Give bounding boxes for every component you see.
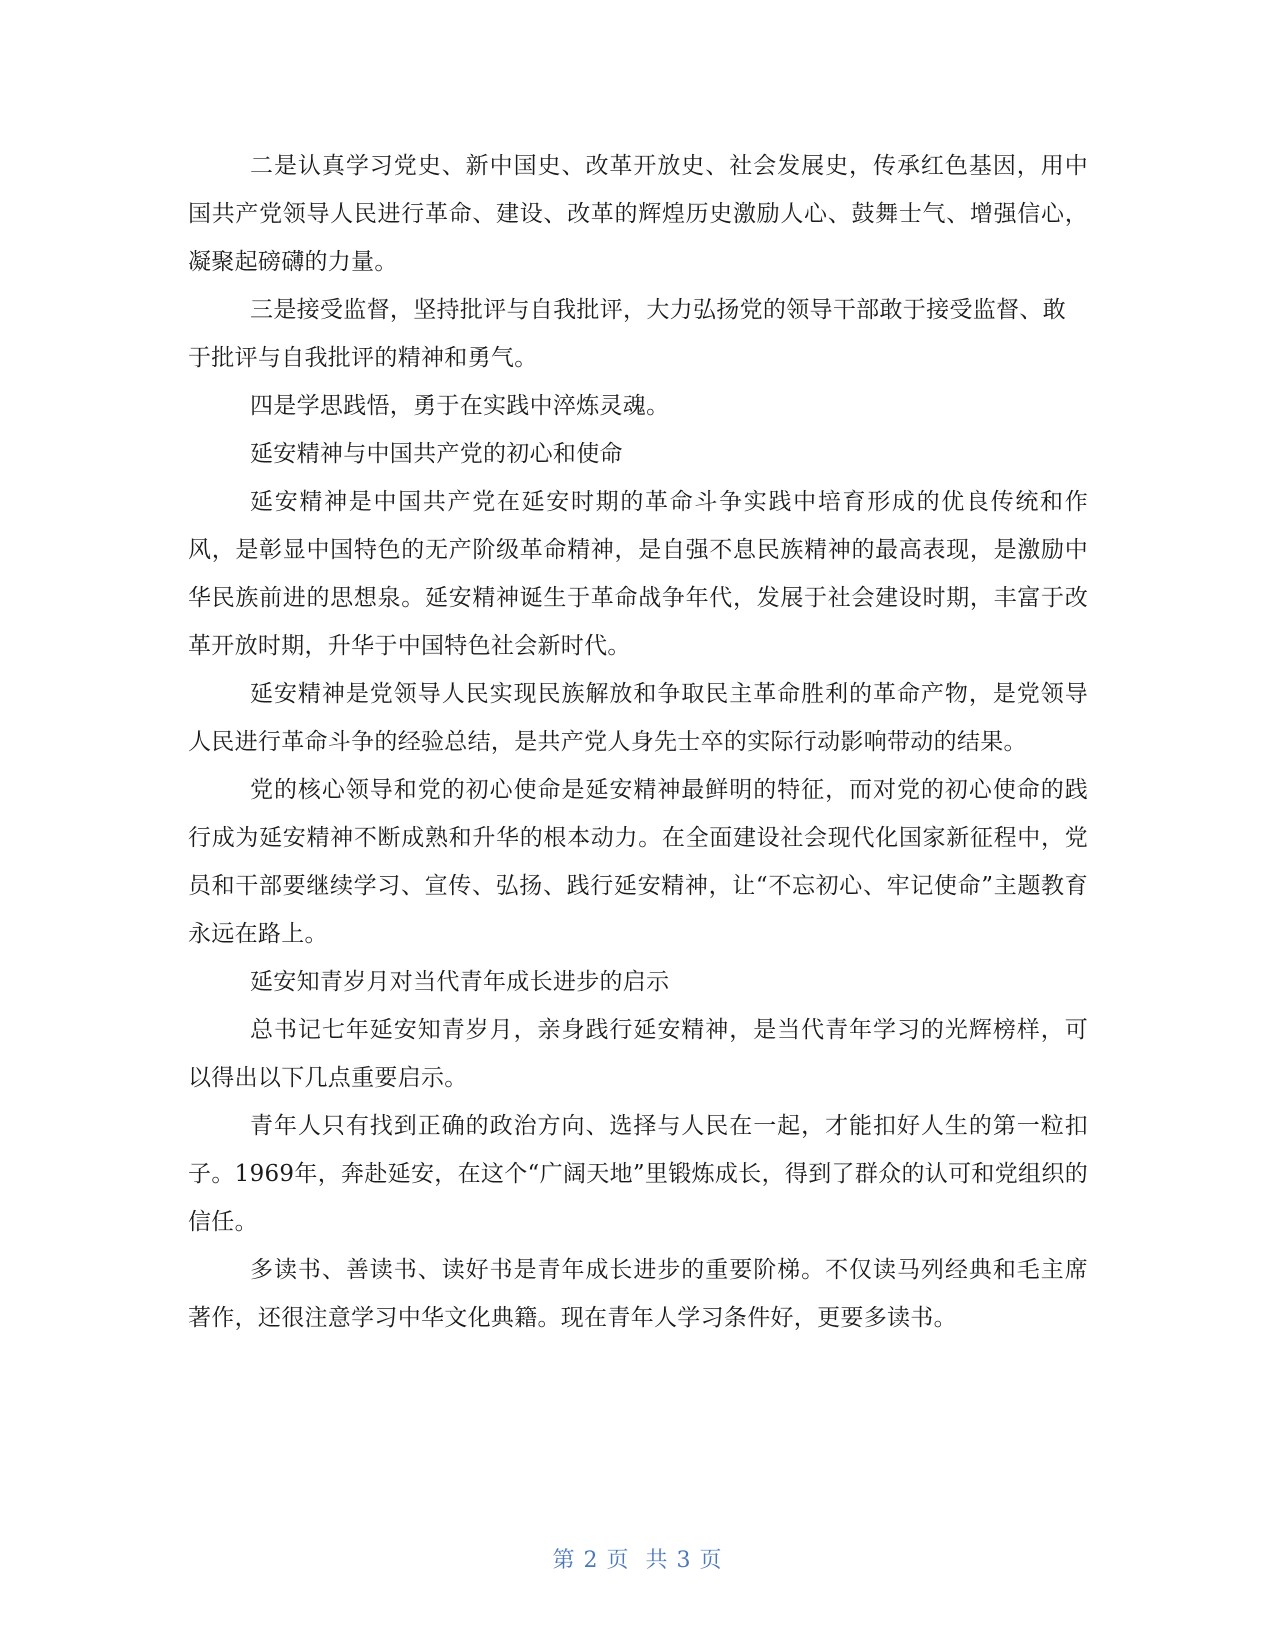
- paragraph-9: 总书记七年延安知青岁月，亲身践行延安精神，是当代青年学习的光辉榜样，可以得出以下几点重要启示。: [188, 1017, 1088, 1091]
- section-heading-youth-inspiration: 延安知青岁月对当代青年成长进步的启示: [250, 969, 670, 995]
- current-page-number: 2: [583, 1548, 599, 1573]
- paragraph-6: 延安精神是党领导人民实现民族解放和争取民主革命胜利的革命产物，是党领导人民进行革命斗争的经验总结，是共产党人身先士卒的实际行动影响带动的结果。: [188, 681, 1088, 755]
- paragraph-1: 二是认真学习党史、新中国史、改革开放史、社会发展史，传承红色基因，用中国共产党领导人民进行革命、建设、改革的辉煌历史激励人心、鼓舞士气、增强信心，凝聚起磅礴的力量。: [188, 153, 1088, 275]
- page-label-mid: 页 共: [606, 1548, 669, 1573]
- document-body: [188, 142, 1088, 1342]
- paragraph-2: 三是接受监督，坚持批评与自我批评，大力弘扬党的领导干部敢于接受监督、敢于批评与自我批评的精神和勇气。: [188, 297, 1066, 371]
- section-heading-yanan-spirit: 延安精神与中国共产党的初心和使命: [250, 441, 623, 467]
- paragraph-5: 延安精神是中国共产党在延安时期的革命斗争实践中培育形成的优良传统和作风，是彰显中国特色的无产阶级革命精神，是自强不息民族精神的最高表现，是激励中华民族前进的思想泉。延安精神诞生于革命战争年代，发展于社会建设时期，丰富于改革开放时期，升华于中国特色社会新时代。: [188, 489, 1088, 659]
- page-label-suffix: 页: [699, 1548, 723, 1573]
- paragraph-7: 党的核心领导和党的初心使命是延安精神最鲜明的特征，而对党的初心使命的践行成为延安精神不断成熟和升华的根本动力。在全面建设社会现代化国家新征程中，党员和干部要继续学习、宣传、弘扬、践行延安精神，让“不忘初心、牢记使命”主题教育永远在路上。: [188, 777, 1088, 947]
- paragraph-3: 四是学思践悟，勇于在实践中淬炼灵魂。: [250, 393, 670, 419]
- paragraph-11: 多读书、善读书、读好书是青年成长进步的重要阶梯。不仅读马列经典和毛主席著作，还很注意学习中华文化典籍。现在青年人学习条件好，更要多读书。: [188, 1257, 1088, 1331]
- page-label-prefix: 第: [552, 1548, 576, 1573]
- page-footer: [0, 1543, 1275, 1574]
- total-page-count: 3: [676, 1548, 692, 1573]
- paragraph-10: 青年人只有找到正确的政治方向、选择与人民在一起，才能扣好人生的第一粒扣子。1969年，奔赴延安，在这个“广阔天地”里锻炼成长，得到了群众的认可和党组织的信任。: [188, 1113, 1088, 1235]
